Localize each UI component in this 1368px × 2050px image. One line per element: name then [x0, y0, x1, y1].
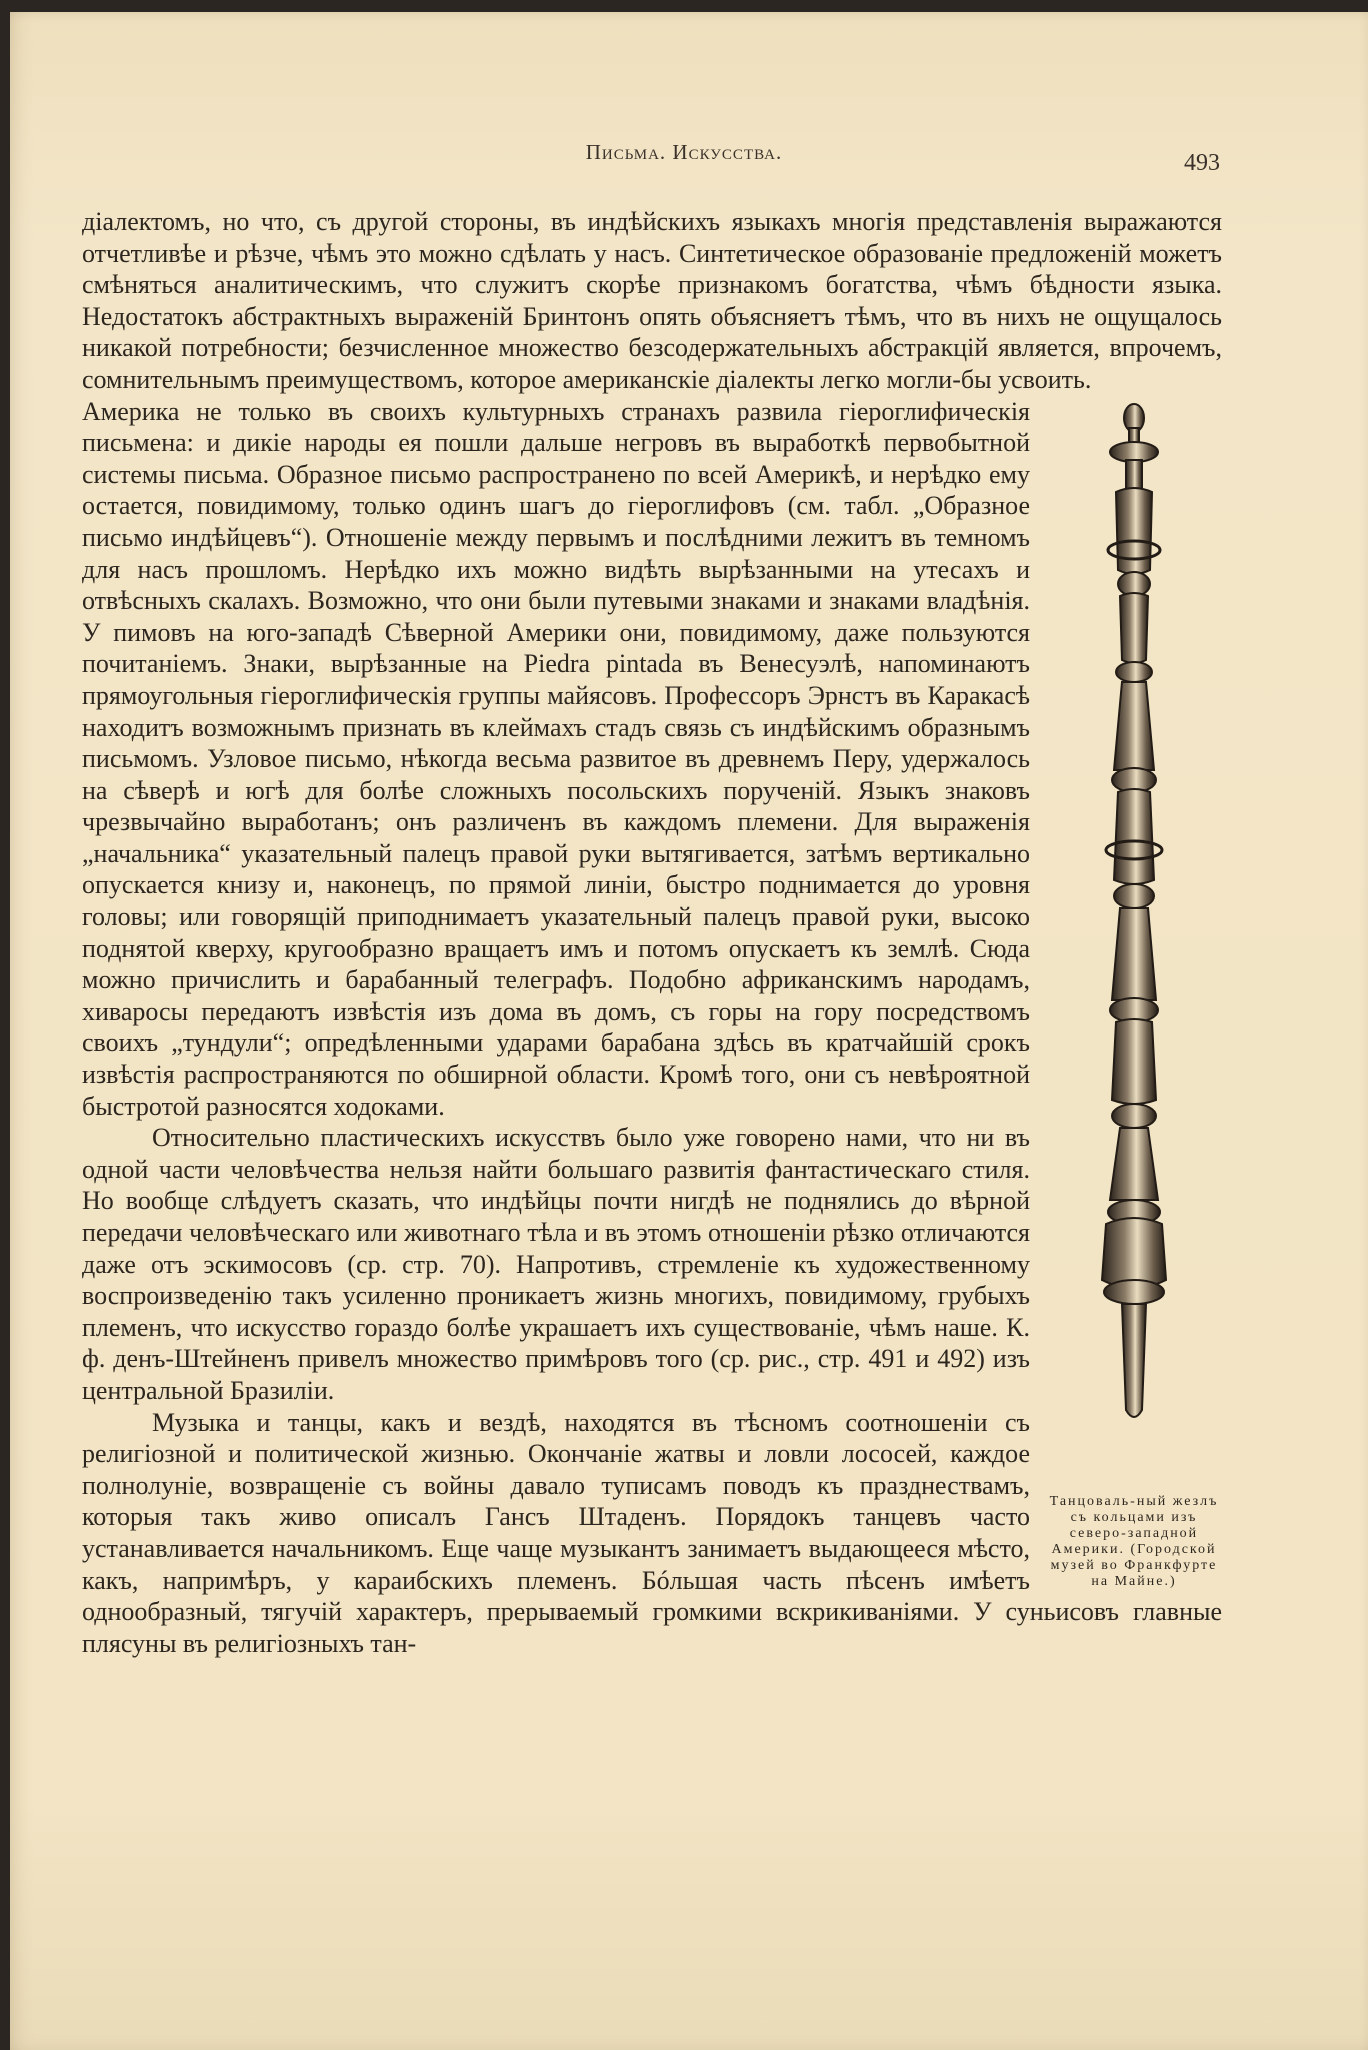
- scan-border-top: [0, 0, 1368, 12]
- paragraph-4: Музыка и танцы, какъ и вездѣ, находятся въ тѣсномъ соотношеніи съ религіозной и политической жизнью. Окончаніе жатвы и ловли лососей, каждое полнолуніе, возвращеніе съ войны давало туписамъ поводъ къ празднествамъ, которыя такъ живо описалъ Гансъ Штаденъ. Порядокъ танцевъ часто устанавливается начальникомъ. Еще чаще музыкантъ занимаетъ выдающееся мѣсто, какъ, напримѣръ, у караибскихъ племенъ. Бóльшая часть пѣсенъ имѣетъ однообразный, тягучій характеръ, прерываемый громкими вскрикиваніями. У суньисовъ главные плясуны въ религіозныхъ тан-: [82, 1407, 1222, 1658]
- scan-border-left: [0, 0, 10, 2050]
- paragraph-2: Америка не только въ своихъ культурныхъ странахъ развила гіероглифическія письмена: и дикіе народы ея пошли дальше негровъ въ выработкѣ первобытной системы письма. Образное письмо распространено по всей Америкѣ, и нерѣдко ему остается, повидимому, только одинъ шагъ до гіероглифовъ (см. табл. „Образное письмо индѣйцевъ“). Отношеніе между первымъ и послѣдними лежитъ въ темномъ для насъ прошломъ. Нерѣдко ихъ можно видѣть вырѣзанными на утесахъ и отвѣсныхъ скалахъ. Возможно, что они были путевыми знаками и знаками владѣнія. У пимовъ на юго-западѣ Сѣверной Америки они, повидимому, даже пользуются почитаніемъ. Знаки, вырѣзанные на Piedra pintada въ Венесуэлѣ, напоминаютъ прямоугольныя гіероглифическія группы майясовъ. Профессоръ Эрнстъ въ Каракасѣ находитъ возможнымъ признать въ клеймахъ стадъ связь съ индѣйскимъ образнымъ письмомъ. Узловое письмо, нѣкогда весьма развитое въ древнемъ Перу, удержалось на сѣверѣ и югѣ для болѣе сложныхъ посольскихъ порученій. Языкъ знаковъ чрезвычайно выработанъ; онъ различенъ въ каждомъ племени. Для выраженія „начальника“ указательный палецъ правой руки вытягивается, затѣмъ вертикально опускается книзу и, наконецъ, по прямой линіи, быстро поднимается до уровня головы; или говорящій приподнимаетъ указательный палецъ правой руки, высоко поднятой кверху, кругообразно вращаетъ имъ и потомъ опускаетъ къ землѣ. Сюда можно причислить и барабанный телеграфъ. Подобно африканскимъ народамъ, хиваросы передаютъ извѣстія изъ дома въ домъ, съ горы на гору посредствомъ своихъ „тундули“; опредѣленными ударами барабана здѣсь въ кратчайшій срокъ извѣстія распространяются по обширной области. Кромѣ того, они съ невѣроятной быстротой разносятся ходоками.: [82, 396, 1030, 1121]
- paragraph-3: Относительно пластическихъ искусствъ было уже говорено нами, что ни въ одной части человѣчества нельзя найти большаго развитія фантастическаго стиля. Но вообще слѣдуетъ сказать, что индѣйцы почти нигдѣ не поднялись до вѣрной передачи человѣческаго или животнаго тѣла и въ этомъ отношеніи рѣзко отличаются даже отъ эскимосовъ (ср. стр. 70). Напротивъ, стремленіе къ художественному воспроизведенію такъ усиленно проникаетъ жизнь многихъ, повидимому, грубыхъ племенъ, что искусство гораздо болѣе украшаетъ ихъ существованіе, чѣмъ наше. К. ф. денъ-Штейненъ привелъ множество примѣровъ того (ср. рис., стр. 491 и 492) изъ центральной Бразиліи.: [82, 1123, 1030, 1405]
- running-title: Письма. Искусства.: [585, 140, 783, 164]
- paragraph-1: діалектомъ, но что, съ другой стороны, въ индѣйскихъ языкахъ многія представленія выражаются отчетливѣе и рѣзче, чѣмъ это можно сдѣлать у насъ. Синтетическое образованіе предложеній можетъ смѣняться аналитическимъ, что служитъ скорѣе признакомъ богатства, чѣмъ бѣдности языка. Недостатокъ абстрактныхъ выраженій Бринтонъ опять объясняетъ тѣмъ, что въ нихъ не ощущалось никакой потребности; безчисленное множество безсодержательныхъ абстракцій является, впрочемъ, сомнительнымъ преимуществомъ, которое американскіе діалекты легко могли-бы усвоить.: [82, 207, 1222, 394]
- body-text: [82, 206, 1222, 1659]
- figure: [1046, 400, 1222, 1590]
- figure-caption: Танцоваль-ный жезлъ съ кольцами изъ северо-западной Америки. (Городской музей во Франкфурте на Майне.): [1049, 1493, 1219, 1589]
- page-number: 493: [1184, 150, 1220, 176]
- dance-staff-illustration-icon: [1046, 400, 1222, 1440]
